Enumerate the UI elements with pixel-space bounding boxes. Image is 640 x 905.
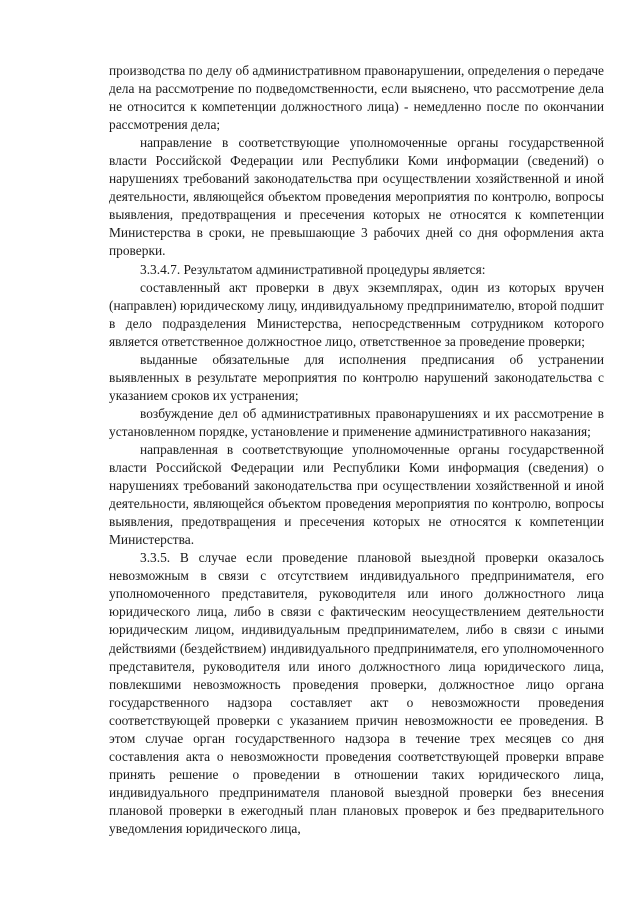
paragraph-heading-3-3-4-7: 3.3.4.7. Результатом административной процедуры является: (140, 261, 486, 277)
paragraph-notification: направление в соответствующие уполномоченные органы государственной власти Российской Федерации или Республики Коми информации (сведений) о нарушениях требований законодательства при осуществлении хозяйственной и иной деятельности, являющейся объектом проведения мероприятия по контролю, вопросы выявления, предотвращения и пресечения которых не относятся к компетенции Министерства в сроки, не превышающие 3 рабочих дней со дня оформления акта проверки. (109, 135, 604, 259)
document-page (109, 62, 604, 838)
paragraph-continuation: производства по делу об административном правонарушении, определения о передаче дела на рассмотрение по подведомственности, если выяснено, что рассмотрение дела не относится к компетенции должностного лица) - немедленно после по окончании рассмотрения дела; (109, 63, 604, 133)
paragraph-3-3-5: 3.3.5. В случае если проведение плановой выездной проверки оказалось невозможным в связи с отсутствием индивидуального предпринимателя, его уполномоченного представителя, руководителя или иного должностного лица юридического лица, либо в связи с фактическим неосуществлением деятельности юридическим лицом, индивидуальным предпринимателем, либо в связи с иными действиями (бездействием) индивидуального предпринимателя, его уполномоченного представителя, руководителя или иного должностного лица юридического лица, повлекшими невозможность проведения проверки, должностное лицо органа государственного надзора составляет акт о невозможности проведения соответствующей проверки с указанием причин невозможности ее проведения. В этом случае орган государственного надзора в течение трех месяцев со дня составления акта о невозможности проведения соответствующей проверки вправе принять решение о проведении в отношении таких юридического лица, индивидуального предпринимателя плановой выездной проверки без внесения плановой проверки в ежегодный план плановых проверок и без предварительного уведомления юридического лица, (109, 550, 604, 836)
paragraph-result-orders: выданные обязательные для исполнения предписания об устранении выявленных в результате мероприятия по контролю нарушений законодательства с указанием сроков их устранения; (109, 351, 604, 403)
paragraph-result-proceedings: возбуждение дел об административных правонарушениях и их рассмотрение в установленном порядке, установление и применение административного наказания; (109, 405, 604, 439)
paragraph-result-act: составленный акт проверки в двух экземплярах, один из которых вручен (направлен) юридическому лицу, индивидуальному предпринимателю, второй подшит в дело подразделения Министерства, непосредственным сотрудником которого является ответственное должностное лицо, ответственное за проведение проверки; (109, 279, 604, 349)
paragraph-result-information: направленная в соответствующие уполномоченные органы государственной власти Российской Федерации или Республики Коми информация (сведения) о нарушениях требований законодательства при осуществлении хозяйственной и иной деятельности, являющейся объектом проведения мероприятия по контролю, вопросы выявления, предотвращения и пресечения которых не относятся к компетенции Министерства. (109, 441, 604, 548)
